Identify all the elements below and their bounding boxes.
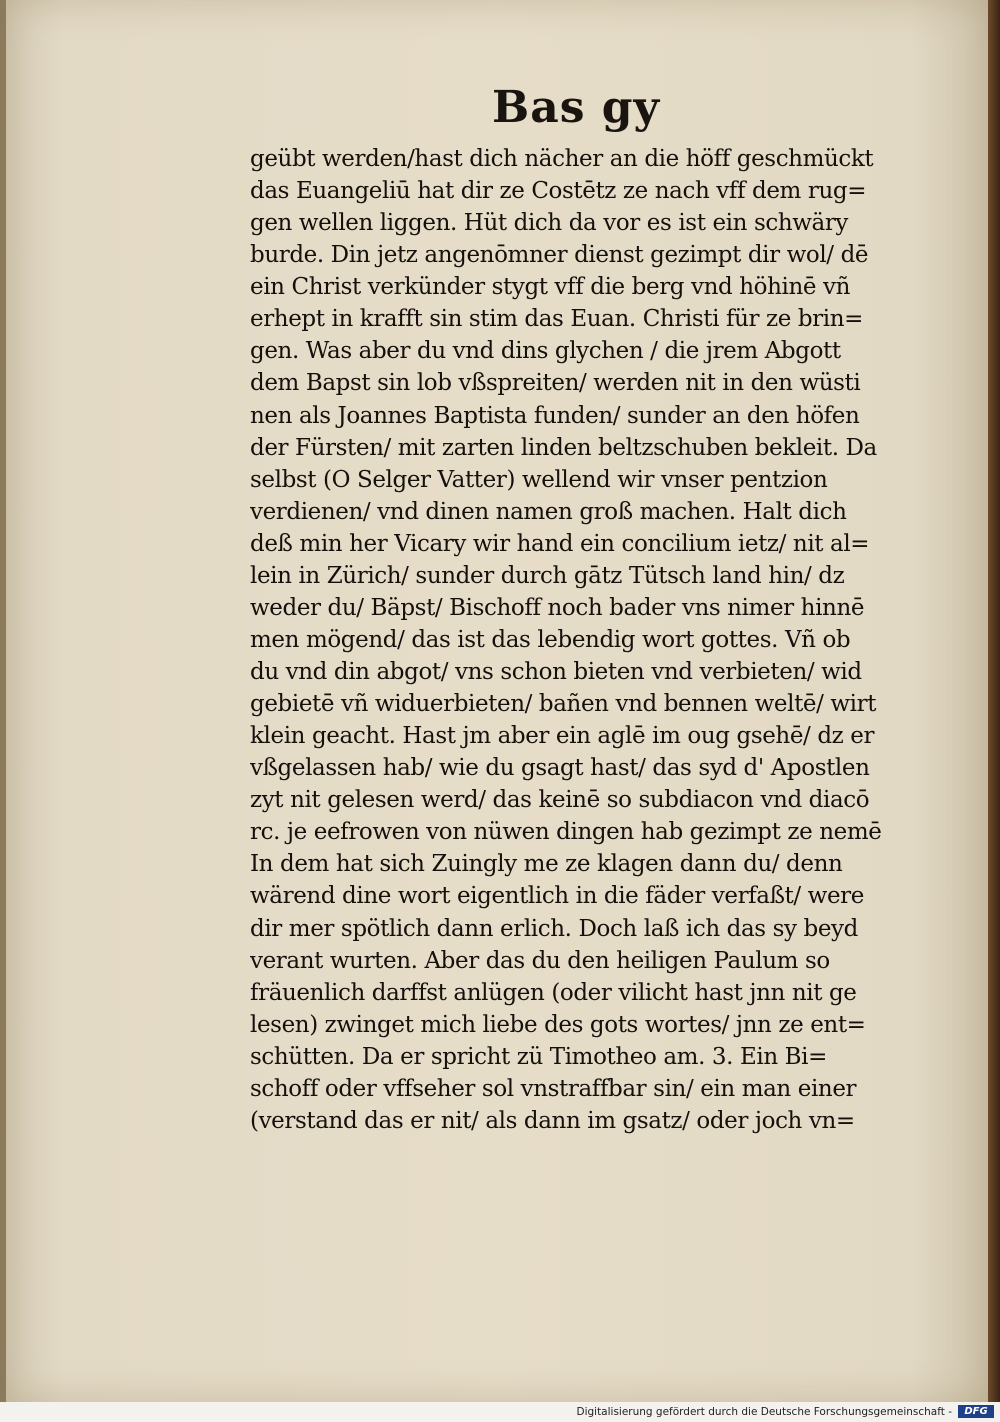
text-line: men mögend/ das ist das lebendig wort gottes. Vñ ob	[250, 626, 851, 653]
dfg-credit: Digitalisierung gefördert durch die Deutsche Forschungsgemeinschaft -	[576, 1406, 952, 1418]
text-line: das Euangeliū hat dir ze Costētz ze nach vff dem rug=	[250, 178, 867, 205]
text-line: geübt werden/hast dich nächer an die höff geschmückt	[250, 146, 874, 172]
footer-bar	[0, 1402, 1000, 1422]
text-line: lesen) zwinget mich liebe des gots wortes/ jnn ze ent=	[250, 1011, 866, 1038]
text-line: gebietē vñ widuerbieten/ bañen vnd bennen weltē/ wirt	[250, 691, 877, 718]
text-line: ein Christ verkünder stygt vff die berg vnd höhinē vñ	[250, 274, 851, 301]
text-line: weder du/ Bäpst/ Bischoff noch bader vns nimer hinnē	[250, 594, 865, 621]
text-line: wärend dine wort eigentlich in die fäder verfaßt/ were	[250, 883, 864, 910]
text-line: verdienen/ vnd dinen namen groß machen. Halt dich	[250, 498, 847, 525]
text-line: nen als Joannes Baptista funden/ sunder an den höfen	[250, 402, 860, 429]
text-line: (verstand das er nit/ als dann im gsatz/ oder joch vn=	[250, 1107, 855, 1134]
text-line: du vnd din abgot/ vns schon bieten vnd verbieten/ wid	[250, 659, 862, 685]
text-line: gen. Was aber du vnd dins glychen / die jrem Abgott	[250, 338, 841, 365]
text-line: In dem hat sich Zuingly me ze klagen dann du/ denn	[250, 851, 843, 878]
text-line: erhept in krafft sin stim das Euan. Christi für ze brin=	[250, 306, 864, 333]
text-line: klein geacht. Hast jm aber ein aglē im oug gsehē/ dz er	[250, 723, 875, 750]
text-line: rc. je eefrowen von nüwen dingen hab gezimpt ze nemē	[250, 819, 882, 846]
text-line: lein in Zürich/ sunder durch gātz Tütsch land hin/ dz	[250, 562, 845, 589]
text-block	[250, 145, 930, 1135]
text-line: deß min her Vicary wir hand ein concilium ietz/ nit al=	[250, 530, 870, 557]
text-line: dir mer spötlich dann erlich. Doch laß ich das sy beyd	[250, 915, 858, 942]
text-line: verant wurten. Aber das du den heiligen Paulum so	[250, 947, 830, 974]
text-line: schütten. Da er spricht zü Timotheo am. 3. Ein Bi=	[250, 1043, 827, 1070]
text-line: schoff oder vffseher sol vnstraffbar sin/ ein man einer	[250, 1075, 857, 1102]
text-line: vßgelassen hab/ wie du gsagt hast/ das syd d' Apostlen	[250, 755, 870, 782]
page-right-edge	[988, 0, 1000, 1402]
text-line: zyt nit gelesen werd/ das keinē so subdiacon vnd diacō	[250, 787, 870, 814]
text-line: burde. Din jetz angenōmner dienst gezimpt dir wol/ dē	[250, 242, 869, 269]
text-line: gen wellen liggen. Hüt dich da vor es ist ein schwäry	[250, 210, 849, 237]
page-headline: Bas gy	[492, 82, 661, 133]
text-line: selbst (O Selger Vatter) wellend wir vnser pentzion	[250, 466, 828, 493]
dfg-logo: DFG	[958, 1405, 994, 1418]
text-line: dem Bapst sin lob vßspreiten/ werden nit in den wüsti	[250, 370, 861, 397]
text-line: fräuenlich darffst anlügen (oder vilicht hast jnn nit ge	[250, 979, 857, 1006]
text-line: der Fürsten/ mit zarten linden beltzschuben bekleit. Da	[250, 434, 877, 461]
